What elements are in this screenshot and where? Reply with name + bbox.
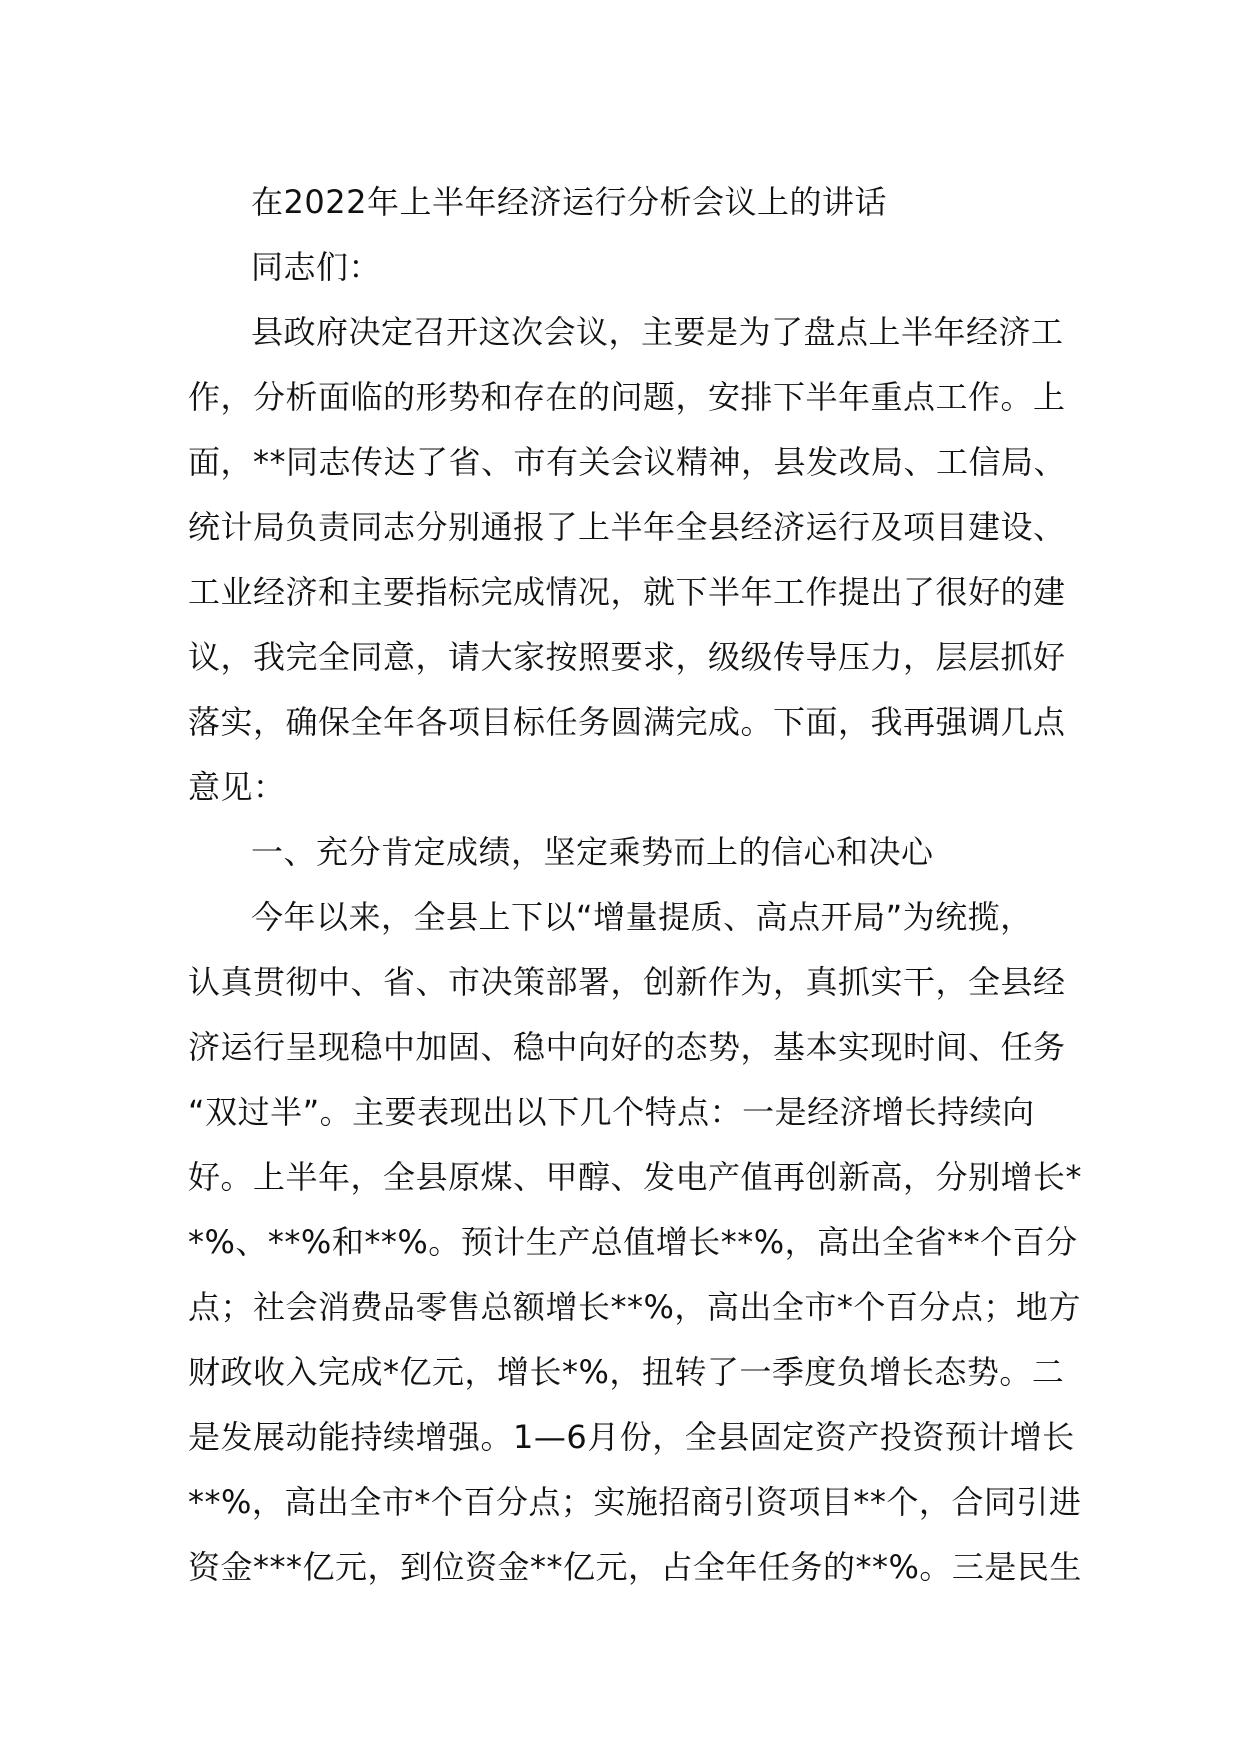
speech-text (188, 170, 1083, 1600)
paragraph-line: 工业经济和主要指标完成情况，就下半年工作提出了很好的建 (188, 573, 1066, 611)
paragraph-line: 意见： (188, 768, 286, 806)
section-heading: 一、充分肯定成绩，坚定乘势而上的信心和决心 (251, 833, 934, 871)
paragraph-line: “双过半”。主要表现出以下几个特点：一是经济增长持续向 (188, 1093, 1035, 1131)
paragraph-line: 今年以来，全县上下以“增量提质、高点开局”为统揽， (251, 898, 1033, 936)
paragraph-line: 好。上半年，全县原煤、甲醇、发电产值再创新高，分别增长* (188, 1158, 1083, 1196)
paragraph-line: 济运行呈现稳中加固、稳中向好的态势，基本实现时间、任务 (188, 1028, 1066, 1066)
paragraph-line: 资金***亿元，到位资金**亿元，占全年任务的**%。三是民生 (188, 1548, 1082, 1586)
salutation: 同志们： (251, 248, 382, 286)
paragraph-line: 面，**同志传达了省、市有关会议精神，县发改局、工信局、 (188, 443, 1067, 481)
paragraph-line: 是发展动能持续增强。1—6月份，全县固定资产投资预计增长 (188, 1418, 1075, 1456)
paragraph-line: 财政收入完成*亿元，增长*%，扭转了一季度负增长态势。二 (188, 1353, 1065, 1391)
paragraph-line: 点；社会消费品零售总额增长**%，高出全市*个百分点；地方 (188, 1288, 1081, 1326)
paragraph-line: **%，高出全市*个百分点；实施招商引资项目**个，合同引进 (188, 1483, 1082, 1521)
paragraph-line: 统计局负责同志分别通报了上半年全县经济运行及项目建设、 (188, 508, 1066, 546)
paragraph-line: 认真贯彻中、省、市决策部署，创新作为，真抓实干，全县经 (188, 963, 1066, 1001)
paragraph-line: 县政府决定召开这次会议，主要是为了盘点上半年经济工 (251, 313, 1064, 351)
paragraph-line: 作，分析面临的形势和存在的问题，安排下半年重点工作。上 (188, 378, 1066, 416)
paragraph-line: *%、**%和**%。预计生产总值增长**%，高出全省**个百分 (188, 1223, 1078, 1261)
speech-title: 在2022年上半年经济运行分析会议上的讲话 (251, 183, 887, 221)
paragraph-line: 议，我完全同意，请大家按照要求，级级传导压力，层层抓好 (188, 638, 1066, 676)
paragraph-line: 落实，确保全年各项目标任务圆满完成。下面，我再强调几点 (188, 703, 1066, 741)
